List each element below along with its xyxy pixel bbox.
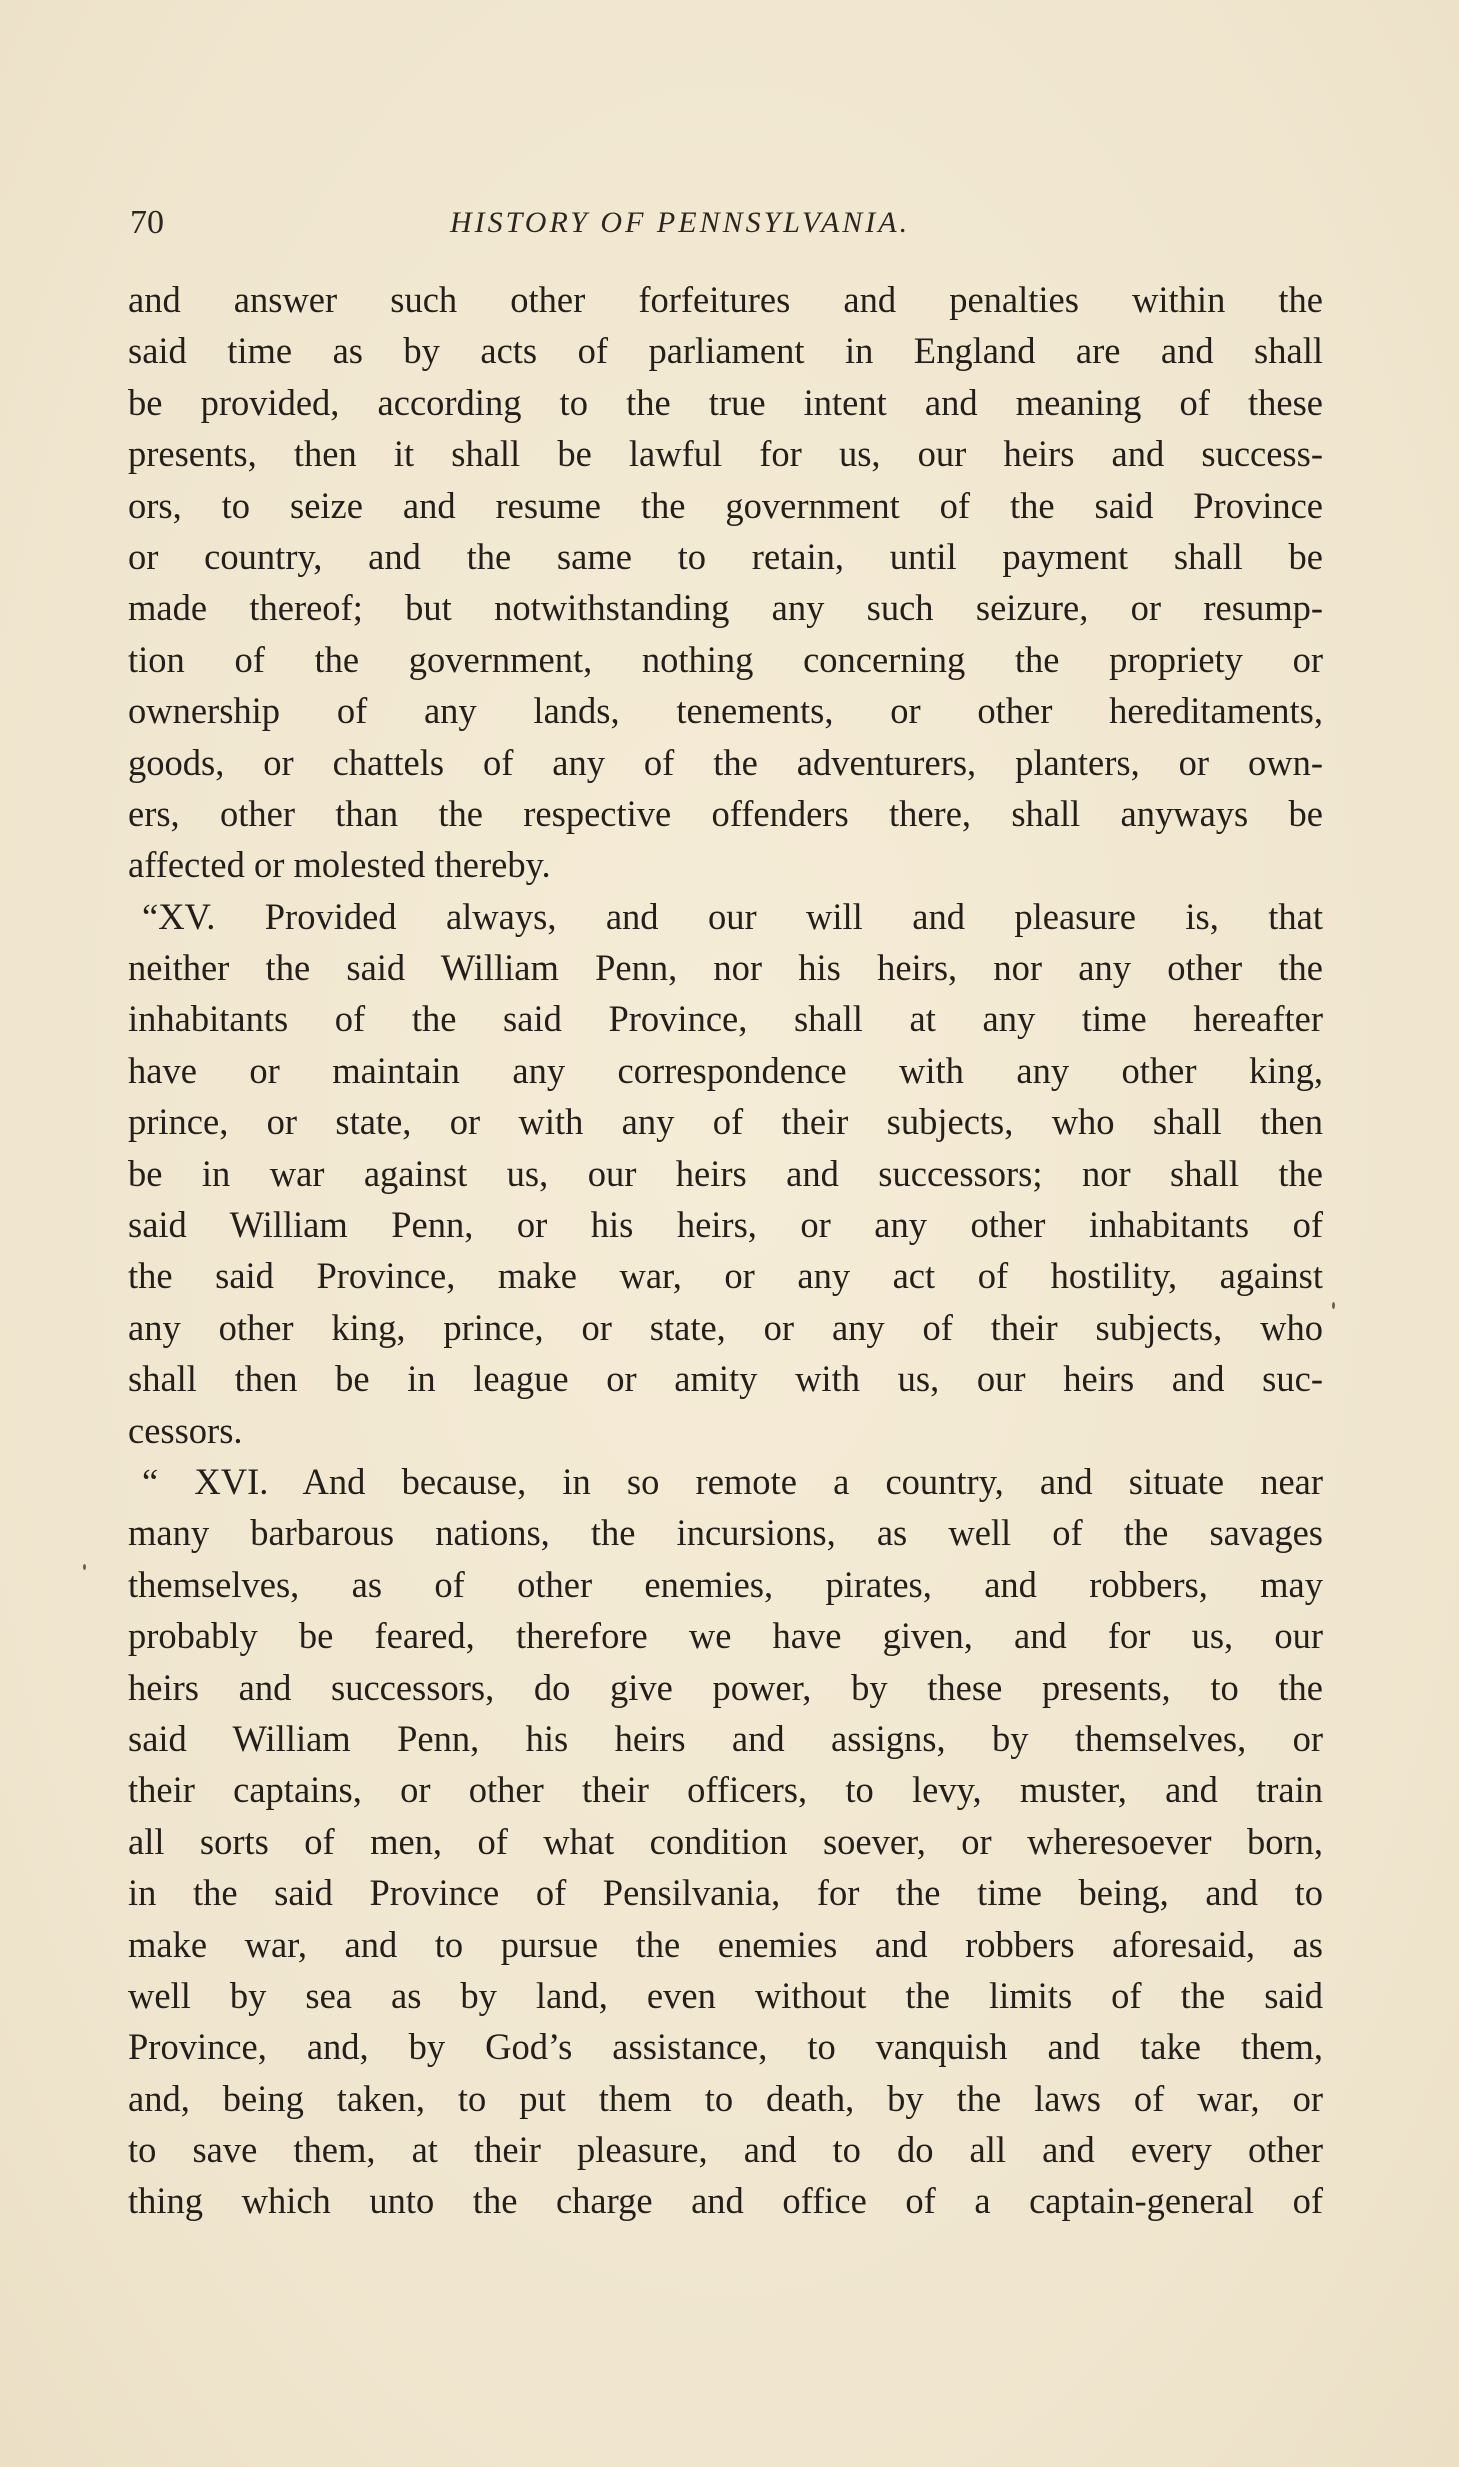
text-line: affected or molested thereby. — [128, 844, 551, 886]
text-line: “XV. Provided always, and our will and pleasure is, that — [142, 895, 1323, 937]
text-line: or country, and the same to retain, until payment shall be — [128, 535, 1323, 577]
text-line: probably be feared, therefore we have given, and for us, our — [128, 1615, 1323, 1657]
text-line: tion of the government, nothing concerning the propriety or — [128, 638, 1323, 680]
text-line: the said Province, make war, or any act of hostility, against — [128, 1255, 1323, 1297]
text-line: said William Penn, his heirs and assigns, by themselves, or — [128, 1717, 1323, 1759]
text-line: and, being taken, to put them to death, by the laws of war, or — [128, 2077, 1323, 2119]
text-line: be provided, according to the true intent and meaning of these — [128, 381, 1323, 423]
text-line: ors, to seize and resume the government of the said Province — [128, 484, 1323, 526]
text-line: in the said Province of Pensilvania, for the time being, and to — [128, 1872, 1323, 1914]
text-line: have or maintain any correspondence with any other king, — [128, 1049, 1323, 1091]
text-line: said William Penn, or his heirs, or any other inhabitants of — [128, 1204, 1323, 1246]
text-line: Province, and, by God’s assistance, to vanquish and take them, — [128, 2026, 1323, 2068]
text-line: presents, then it shall be lawful for us, our heirs and success- — [128, 433, 1323, 475]
text-line: themselves, as of other enemies, pirates, and robbers, may — [128, 1563, 1323, 1605]
text-line: thing which unto the charge and office of a captain-general of — [128, 2180, 1323, 2222]
text-line: prince, or state, or with any of their subjects, who shall then — [128, 1101, 1323, 1143]
text-line: many barbarous nations, the incursions, as well of the savages — [128, 1512, 1323, 1554]
text-line: their captains, or other their officers, to levy, muster, and train — [128, 1769, 1323, 1811]
text-line: heirs and successors, do give power, by these presents, to the — [128, 1666, 1323, 1708]
text-line: ownership of any lands, tenements, or other hereditaments, — [128, 690, 1323, 732]
text-line: ers, other than the respective offenders there, shall anyways be — [128, 792, 1323, 834]
body-text — [128, 274, 1323, 2227]
text-line: inhabitants of the said Province, shall at any time hereafter — [128, 998, 1323, 1040]
text-line: well by sea as by land, even without the limits of the said — [128, 1974, 1323, 2016]
text-line: shall then be in league or amity with us, our heirs and suc- — [128, 1358, 1323, 1400]
text-line: to save them, at their pleasure, and to do all and every other — [128, 2129, 1323, 2171]
paper-speck — [1332, 1302, 1335, 1309]
text-line: “ XVI. And because, in so remote a country, and situate near — [142, 1460, 1323, 1502]
page-number: 70 — [130, 204, 164, 241]
text-line: all sorts of men, of what condition soever, or wheresoever born, — [128, 1820, 1323, 1862]
text-line: made thereof; but notwithstanding any such seizure, or resump- — [128, 587, 1323, 629]
paper-speck — [83, 1564, 86, 1570]
text-line: cessors. — [128, 1409, 243, 1451]
text-line: make war, and to pursue the enemies and robbers aforesaid, as — [128, 1923, 1323, 1965]
text-line: said time as by acts of parliament in England are and shall — [128, 330, 1323, 372]
text-line: be in war against us, our heirs and successors; nor shall the — [128, 1152, 1323, 1194]
running-head — [130, 198, 1330, 248]
text-line: neither the said William Penn, nor his heirs, nor any other the — [128, 947, 1323, 989]
text-line: any other king, prince, or state, or any of their subjects, who — [128, 1306, 1323, 1348]
text-line: and answer such other forfeitures and penalties within the — [128, 279, 1323, 320]
running-title: HISTORY OF PENNSYLVANIA. — [450, 206, 911, 239]
text-line: goods, or chattels of any of the adventurers, planters, or own- — [128, 741, 1323, 783]
